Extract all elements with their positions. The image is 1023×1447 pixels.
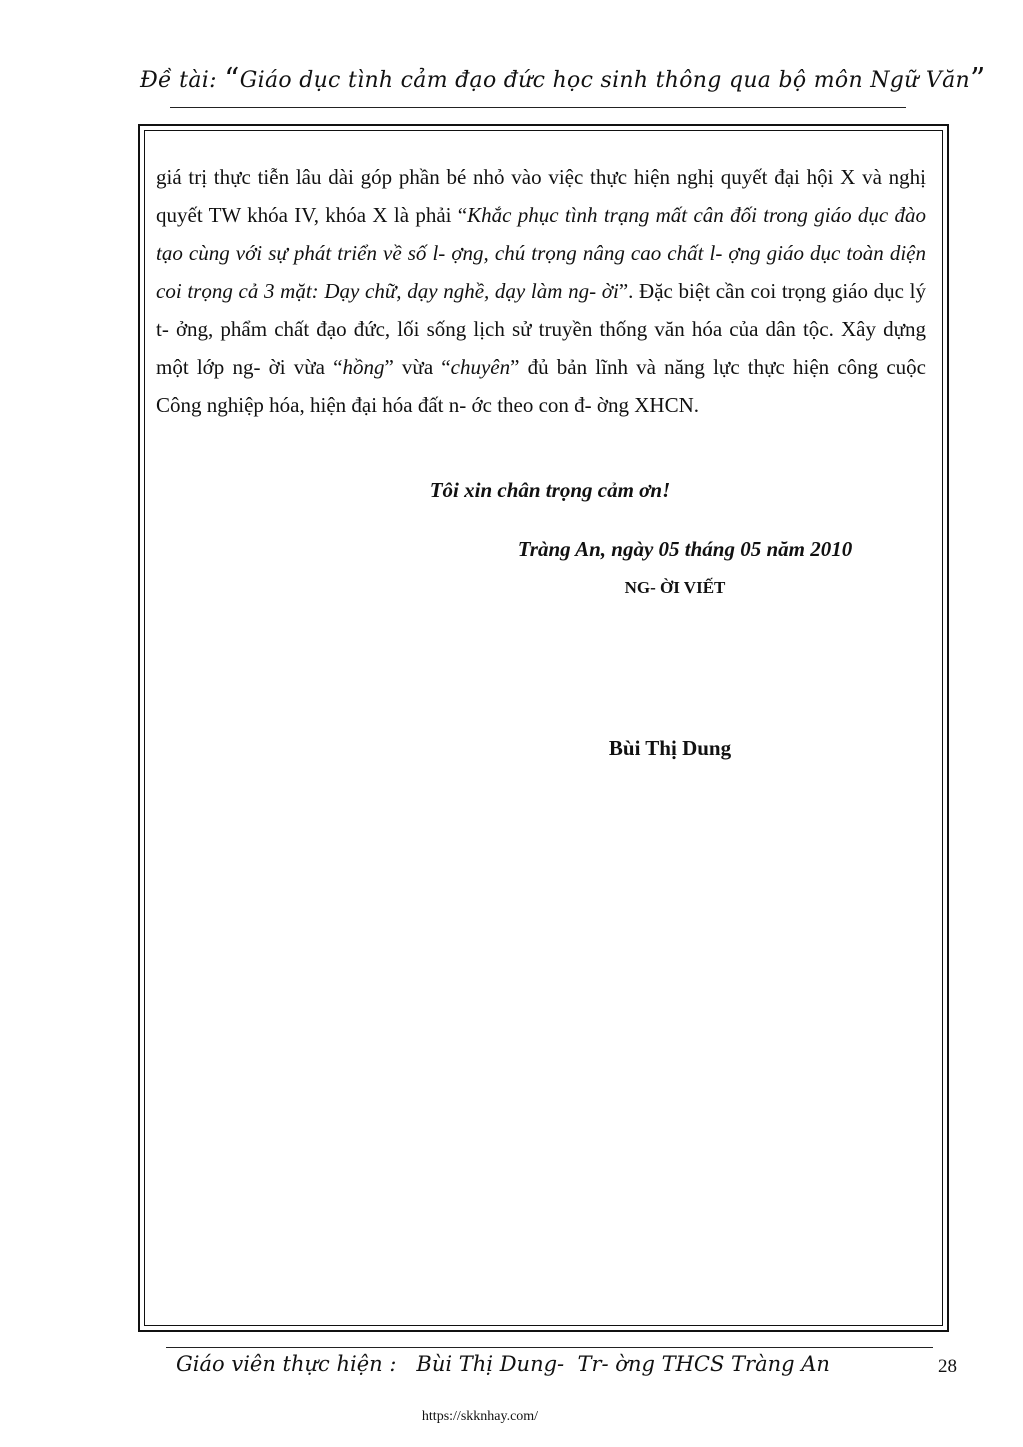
document-header (140, 62, 986, 97)
signer-name: Bùi Thị Dung (608, 736, 732, 760)
place-date: Tràng An, ngày 05 tháng 05 năm 2010 (517, 537, 853, 561)
text-segment-italic: hồng (342, 355, 385, 379)
header-title: Giáo dục tình cảm đạo đức học sinh thông qua bộ môn Ngữ Văn (239, 68, 970, 93)
text-segment: giá trị thực tiễn lâu dài góp phần bé nhỏ vào việc thực hiện nghị quyết đại hội X và nghị quyết TW khóa IV, khóa X là phải “ (156, 165, 926, 227)
header-divider (170, 107, 906, 108)
text-segment: ”. Đặc biệt cần coi trọng giáo dục lý t- ởng, phẩm chất đạo đức, lối sống lịch sử truyền thống văn hóa của dân tộc. Xây dựng một lớp ng- ời vừa “ (156, 279, 926, 379)
closing-thanks: Tôi xin chân trọng cảm ơn! (429, 478, 671, 502)
page-number: 28 (938, 1356, 957, 1377)
text-segment-italic: chuyên (450, 355, 511, 379)
paragraph-text (156, 158, 926, 424)
source-url: https://skknhay.com/ (421, 1409, 539, 1424)
writer-label: NG- ỜI VIẾT (624, 578, 726, 597)
body-paragraph (156, 158, 926, 424)
header-open-quote: “ (224, 62, 240, 97)
header-prefix: Đề tài: (140, 68, 225, 93)
text-segment: ” đủ bản lĩnh và năng lực thực hiện công cuộc Công nghiệp hóa, hiện đại hóa đất n- ớc theo con đ- ờng XHCN. (156, 355, 926, 417)
header-close-quote: ” (969, 62, 986, 97)
footer-divider (166, 1347, 933, 1348)
footer-author-line: Giáo viên thực hiện : Bùi Thị Dung- Tr- ờng THCS Tràng An (176, 1352, 830, 1376)
text-segment-italic: Khắc phục tình trạng mất cân đối trong giáo dục đào tạo cùng với sự phát triển về số l- ợng, chú trọng nâng cao chất l- ợng giáo dục toàn diện coi trọng cả 3 mặt: Dạy chữ, dạy nghề, dạy làm ng- ời (156, 203, 926, 303)
text-segment: ” vừa “ (384, 355, 451, 379)
